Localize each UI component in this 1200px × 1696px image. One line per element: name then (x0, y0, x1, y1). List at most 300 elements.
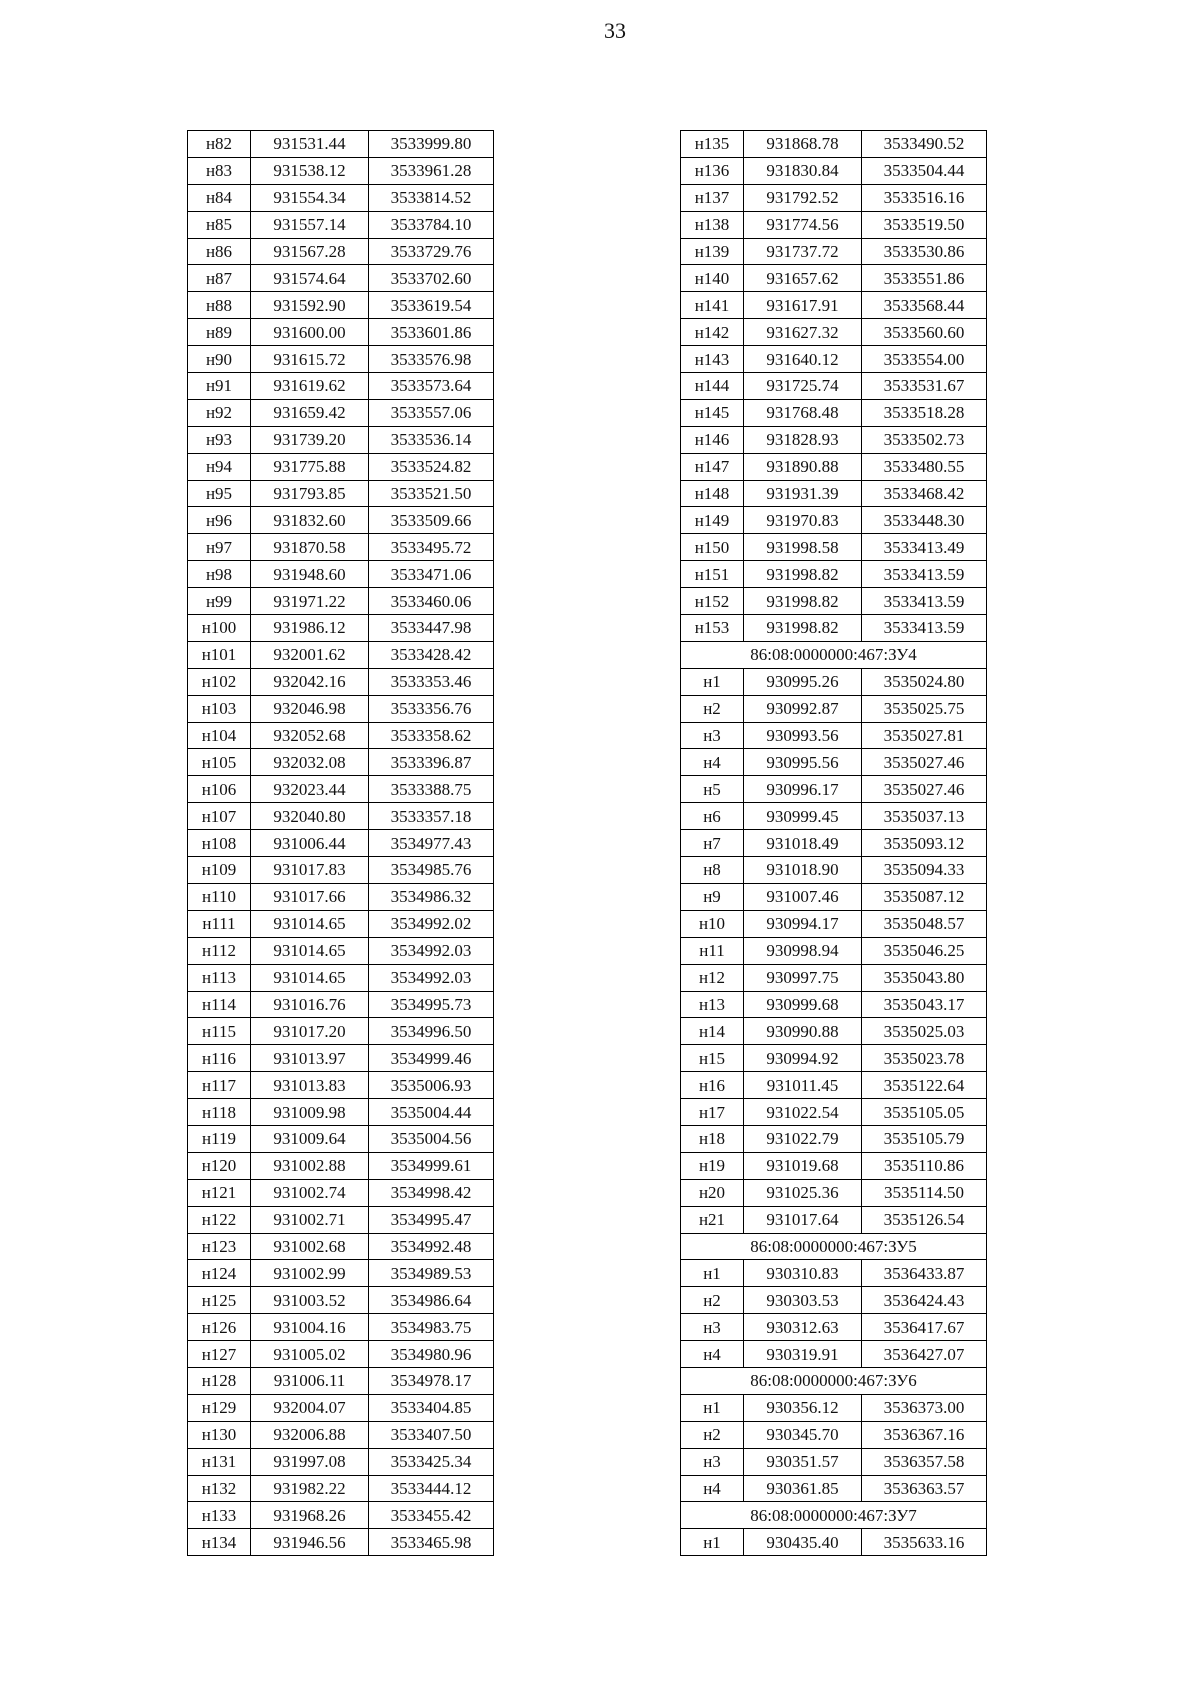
y-coordinate-cell: 3535027.81 (862, 722, 987, 749)
y-coordinate-cell: 3533447.98 (369, 615, 494, 642)
table-row (188, 292, 494, 319)
point-id-cell: н136 (681, 157, 744, 184)
x-coordinate-cell: 930993.56 (744, 722, 862, 749)
point-id-cell: н140 (681, 265, 744, 292)
point-id-cell: н108 (188, 830, 251, 857)
x-coordinate-cell: 931014.65 (251, 910, 369, 937)
table-row (188, 1179, 494, 1206)
x-coordinate-cell: 931017.83 (251, 857, 369, 884)
point-id-cell: н144 (681, 373, 744, 400)
y-coordinate-cell: 3534992.03 (369, 937, 494, 964)
table-row (188, 1341, 494, 1368)
point-id-cell: н145 (681, 399, 744, 426)
y-coordinate-cell: 3535027.46 (862, 776, 987, 803)
x-coordinate-cell: 930992.87 (744, 695, 862, 722)
y-coordinate-cell: 3535037.13 (862, 803, 987, 830)
x-coordinate-cell: 931792.52 (744, 184, 862, 211)
x-coordinate-cell: 931022.79 (744, 1125, 862, 1152)
x-coordinate-cell: 930990.88 (744, 1018, 862, 1045)
x-coordinate-cell: 931002.68 (251, 1233, 369, 1260)
x-coordinate-cell: 931017.66 (251, 883, 369, 910)
table-row (188, 1045, 494, 1072)
point-id-cell: н83 (188, 157, 251, 184)
y-coordinate-cell: 3533729.76 (369, 238, 494, 265)
point-id-cell: н117 (188, 1072, 251, 1099)
x-coordinate-cell: 932052.68 (251, 722, 369, 749)
point-id-cell: н142 (681, 319, 744, 346)
table-row (188, 131, 494, 158)
x-coordinate-cell: 931998.58 (744, 534, 862, 561)
table-row (681, 668, 987, 695)
x-coordinate-cell: 931014.65 (251, 964, 369, 991)
cadastral-number-cell: 86:08:0000000:467:ЗУ5 (681, 1233, 987, 1260)
point-id-cell: н16 (681, 1072, 744, 1099)
table-row (188, 857, 494, 884)
point-id-cell: н134 (188, 1529, 251, 1556)
y-coordinate-cell: 3533490.52 (862, 131, 987, 158)
point-id-cell: н88 (188, 292, 251, 319)
table-row (188, 1475, 494, 1502)
table-row (681, 534, 987, 561)
table-row (188, 1018, 494, 1045)
y-coordinate-cell: 3534989.53 (369, 1260, 494, 1287)
point-id-cell: н135 (681, 131, 744, 158)
y-coordinate-cell: 3534983.75 (369, 1314, 494, 1341)
point-id-cell: н128 (188, 1367, 251, 1394)
y-coordinate-cell: 3533465.98 (369, 1529, 494, 1556)
y-coordinate-cell: 3533504.44 (862, 157, 987, 184)
point-id-cell: н114 (188, 991, 251, 1018)
y-coordinate-cell: 3533356.76 (369, 695, 494, 722)
point-id-cell: н6 (681, 803, 744, 830)
table-row (681, 1152, 987, 1179)
x-coordinate-cell: 931014.65 (251, 937, 369, 964)
x-coordinate-cell: 931832.60 (251, 507, 369, 534)
x-coordinate-cell: 931948.60 (251, 561, 369, 588)
table-row (188, 507, 494, 534)
table-row (681, 211, 987, 238)
table-row (188, 157, 494, 184)
point-id-cell: н129 (188, 1394, 251, 1421)
x-coordinate-cell: 931016.76 (251, 991, 369, 1018)
point-id-cell: н150 (681, 534, 744, 561)
y-coordinate-cell: 3533480.55 (862, 453, 987, 480)
y-coordinate-cell: 3536427.07 (862, 1341, 987, 1368)
y-coordinate-cell: 3535006.93 (369, 1072, 494, 1099)
y-coordinate-cell: 3534998.42 (369, 1179, 494, 1206)
x-coordinate-cell: 931828.93 (744, 426, 862, 453)
table-row (681, 184, 987, 211)
y-coordinate-cell: 3536433.87 (862, 1260, 987, 1287)
y-coordinate-cell: 3534992.48 (369, 1233, 494, 1260)
x-coordinate-cell: 931931.39 (744, 480, 862, 507)
y-coordinate-cell: 3534980.96 (369, 1341, 494, 1368)
y-coordinate-cell: 3536357.58 (862, 1448, 987, 1475)
x-coordinate-cell: 931019.68 (744, 1152, 862, 1179)
x-coordinate-cell: 930999.68 (744, 991, 862, 1018)
y-coordinate-cell: 3533576.98 (369, 346, 494, 373)
table-row (188, 1367, 494, 1394)
table-row (188, 749, 494, 776)
table-row (681, 238, 987, 265)
y-coordinate-cell: 3535025.03 (862, 1018, 987, 1045)
table-row (188, 588, 494, 615)
y-coordinate-cell: 3534992.02 (369, 910, 494, 937)
x-coordinate-cell: 931018.49 (744, 830, 862, 857)
x-coordinate-cell: 931009.98 (251, 1099, 369, 1126)
y-coordinate-cell: 3533619.54 (369, 292, 494, 319)
point-id-cell: н124 (188, 1260, 251, 1287)
table-row (681, 830, 987, 857)
table-row (681, 1341, 987, 1368)
point-id-cell: н10 (681, 910, 744, 937)
y-coordinate-cell: 3533531.67 (862, 373, 987, 400)
table-row (681, 319, 987, 346)
x-coordinate-cell: 930995.56 (744, 749, 862, 776)
table-row (681, 1287, 987, 1314)
y-coordinate-cell: 3533573.64 (369, 373, 494, 400)
y-coordinate-cell: 3534978.17 (369, 1367, 494, 1394)
x-coordinate-cell: 931768.48 (744, 399, 862, 426)
x-coordinate-cell: 931793.85 (251, 480, 369, 507)
point-id-cell: н122 (188, 1206, 251, 1233)
point-id-cell: н8 (681, 857, 744, 884)
point-id-cell: н18 (681, 1125, 744, 1152)
point-id-cell: н151 (681, 561, 744, 588)
point-id-cell: н107 (188, 803, 251, 830)
x-coordinate-cell: 931998.82 (744, 615, 862, 642)
table-row (681, 1529, 987, 1556)
table-row (188, 1206, 494, 1233)
table-row (188, 830, 494, 857)
point-id-cell: н113 (188, 964, 251, 991)
table-row (188, 265, 494, 292)
y-coordinate-cell: 3533460.06 (369, 588, 494, 615)
x-coordinate-cell: 930994.92 (744, 1045, 862, 1072)
x-coordinate-cell: 931982.22 (251, 1475, 369, 1502)
table-row (188, 937, 494, 964)
y-coordinate-cell: 3533455.42 (369, 1502, 494, 1529)
table-row (188, 1233, 494, 1260)
x-coordinate-cell: 931017.20 (251, 1018, 369, 1045)
table-row (188, 1421, 494, 1448)
y-coordinate-cell: 3536363.57 (862, 1475, 987, 1502)
x-coordinate-cell: 931617.91 (744, 292, 862, 319)
point-id-cell: н84 (188, 184, 251, 211)
x-coordinate-cell: 931968.26 (251, 1502, 369, 1529)
point-id-cell: н4 (681, 1341, 744, 1368)
table-row (681, 561, 987, 588)
point-id-cell: н141 (681, 292, 744, 319)
x-coordinate-cell: 930995.26 (744, 668, 862, 695)
page-number: 33 (604, 18, 626, 43)
x-coordinate-cell: 931554.34 (251, 184, 369, 211)
x-coordinate-cell: 932040.80 (251, 803, 369, 830)
y-coordinate-cell: 3533471.06 (369, 561, 494, 588)
point-id-cell: н137 (681, 184, 744, 211)
table-row (188, 883, 494, 910)
y-coordinate-cell: 3536373.00 (862, 1394, 987, 1421)
point-id-cell: н133 (188, 1502, 251, 1529)
table-row (188, 1072, 494, 1099)
x-coordinate-cell: 931774.56 (744, 211, 862, 238)
point-id-cell: н147 (681, 453, 744, 480)
y-coordinate-cell: 3535105.05 (862, 1099, 987, 1126)
table-row (188, 480, 494, 507)
y-coordinate-cell: 3534999.61 (369, 1152, 494, 1179)
x-coordinate-cell: 931627.32 (744, 319, 862, 346)
y-coordinate-cell: 3535023.78 (862, 1045, 987, 1072)
y-coordinate-cell: 3533357.18 (369, 803, 494, 830)
point-id-cell: н14 (681, 1018, 744, 1045)
table-row (188, 910, 494, 937)
table-row (188, 561, 494, 588)
point-id-cell: н104 (188, 722, 251, 749)
x-coordinate-cell: 931946.56 (251, 1529, 369, 1556)
point-id-cell: н4 (681, 749, 744, 776)
x-coordinate-cell: 931986.12 (251, 615, 369, 642)
point-id-cell: н5 (681, 776, 744, 803)
point-id-cell: н7 (681, 830, 744, 857)
y-coordinate-cell: 3533601.86 (369, 319, 494, 346)
x-coordinate-cell: 931011.45 (744, 1072, 862, 1099)
point-id-cell: н139 (681, 238, 744, 265)
x-coordinate-cell: 932042.16 (251, 668, 369, 695)
x-coordinate-cell: 931013.97 (251, 1045, 369, 1072)
table-row (681, 453, 987, 480)
y-coordinate-cell: 3533495.72 (369, 534, 494, 561)
x-coordinate-cell: 931657.62 (744, 265, 862, 292)
table-row (188, 803, 494, 830)
x-coordinate-cell: 930994.17 (744, 910, 862, 937)
point-id-cell: н92 (188, 399, 251, 426)
point-id-cell: н138 (681, 211, 744, 238)
table-row (681, 776, 987, 803)
table-row (188, 1529, 494, 1556)
point-id-cell: н11 (681, 937, 744, 964)
x-coordinate-cell: 931971.22 (251, 588, 369, 615)
section-header-row (681, 641, 987, 668)
x-coordinate-cell: 931018.90 (744, 857, 862, 884)
point-id-cell: н149 (681, 507, 744, 534)
x-coordinate-cell: 931868.78 (744, 131, 862, 158)
table-row (188, 1502, 494, 1529)
x-coordinate-cell: 931998.82 (744, 561, 862, 588)
table-row (188, 964, 494, 991)
y-coordinate-cell: 3535114.50 (862, 1179, 987, 1206)
table-row (681, 857, 987, 884)
table-row (188, 346, 494, 373)
point-id-cell: н146 (681, 426, 744, 453)
table-row (681, 1475, 987, 1502)
table-row (681, 131, 987, 158)
table-row (681, 399, 987, 426)
y-coordinate-cell: 3534992.03 (369, 964, 494, 991)
table-row (681, 1314, 987, 1341)
point-id-cell: н148 (681, 480, 744, 507)
point-id-cell: н3 (681, 1448, 744, 1475)
table-row (681, 749, 987, 776)
table-row (188, 373, 494, 400)
cadastral-number-cell: 86:08:0000000:467:ЗУ7 (681, 1502, 987, 1529)
y-coordinate-cell: 3535110.86 (862, 1152, 987, 1179)
table-row (188, 319, 494, 346)
table-row (681, 1045, 987, 1072)
point-id-cell: н100 (188, 615, 251, 642)
point-id-cell: н98 (188, 561, 251, 588)
y-coordinate-cell: 3535093.12 (862, 830, 987, 857)
cadastral-number-cell: 86:08:0000000:467:ЗУ4 (681, 641, 987, 668)
point-id-cell: н15 (681, 1045, 744, 1072)
table-row (681, 937, 987, 964)
x-coordinate-cell: 930996.17 (744, 776, 862, 803)
table-row (681, 265, 987, 292)
y-coordinate-cell: 3535087.12 (862, 883, 987, 910)
table-row (188, 615, 494, 642)
y-coordinate-cell: 3535004.44 (369, 1099, 494, 1126)
y-coordinate-cell: 3533404.85 (369, 1394, 494, 1421)
point-id-cell: н19 (681, 1152, 744, 1179)
x-coordinate-cell: 931737.72 (744, 238, 862, 265)
x-coordinate-cell: 931592.90 (251, 292, 369, 319)
point-id-cell: н123 (188, 1233, 251, 1260)
x-coordinate-cell: 931003.52 (251, 1287, 369, 1314)
x-coordinate-cell: 931870.58 (251, 534, 369, 561)
table-row (188, 722, 494, 749)
table-row (681, 346, 987, 373)
y-coordinate-cell: 3533413.49 (862, 534, 987, 561)
table-row (681, 722, 987, 749)
table-row (681, 373, 987, 400)
y-coordinate-cell: 3534999.46 (369, 1045, 494, 1072)
y-coordinate-cell: 3533554.00 (862, 346, 987, 373)
x-coordinate-cell: 931970.83 (744, 507, 862, 534)
table-row (188, 641, 494, 668)
y-coordinate-cell: 3536367.16 (862, 1421, 987, 1448)
point-id-cell: н4 (681, 1475, 744, 1502)
y-coordinate-cell: 3533353.46 (369, 668, 494, 695)
table-row (188, 1260, 494, 1287)
table-row (681, 480, 987, 507)
y-coordinate-cell: 3535094.33 (862, 857, 987, 884)
point-id-cell: н119 (188, 1125, 251, 1152)
table-row (188, 1287, 494, 1314)
point-id-cell: н99 (188, 588, 251, 615)
table-row (188, 453, 494, 480)
point-id-cell: н126 (188, 1314, 251, 1341)
x-coordinate-cell: 931615.72 (251, 346, 369, 373)
x-coordinate-cell: 931830.84 (744, 157, 862, 184)
table-row (681, 803, 987, 830)
x-coordinate-cell: 931775.88 (251, 453, 369, 480)
y-coordinate-cell: 3534996.50 (369, 1018, 494, 1045)
x-coordinate-cell: 931557.14 (251, 211, 369, 238)
x-coordinate-cell: 931004.16 (251, 1314, 369, 1341)
x-coordinate-cell: 931997.08 (251, 1448, 369, 1475)
table-row (188, 1125, 494, 1152)
y-coordinate-cell: 3533509.66 (369, 507, 494, 534)
y-coordinate-cell: 3533388.75 (369, 776, 494, 803)
y-coordinate-cell: 3533413.59 (862, 615, 987, 642)
y-coordinate-cell: 3535046.25 (862, 937, 987, 964)
y-coordinate-cell: 3533961.28 (369, 157, 494, 184)
x-coordinate-cell: 930999.45 (744, 803, 862, 830)
y-coordinate-cell: 3535043.17 (862, 991, 987, 1018)
y-coordinate-cell: 3535633.16 (862, 1529, 987, 1556)
x-coordinate-cell: 932046.98 (251, 695, 369, 722)
y-coordinate-cell: 3533560.60 (862, 319, 987, 346)
table-row (188, 668, 494, 695)
table-row (681, 1072, 987, 1099)
x-coordinate-cell: 931009.64 (251, 1125, 369, 1152)
y-coordinate-cell: 3533702.60 (369, 265, 494, 292)
x-coordinate-cell: 930361.85 (744, 1475, 862, 1502)
point-id-cell: н153 (681, 615, 744, 642)
point-id-cell: н1 (681, 1394, 744, 1421)
point-id-cell: н152 (681, 588, 744, 615)
point-id-cell: н143 (681, 346, 744, 373)
table-row (681, 1125, 987, 1152)
y-coordinate-cell: 3535122.64 (862, 1072, 987, 1099)
x-coordinate-cell: 931022.54 (744, 1099, 862, 1126)
y-coordinate-cell: 3533551.86 (862, 265, 987, 292)
table-row (681, 1099, 987, 1126)
section-header-row (681, 1367, 987, 1394)
point-id-cell: н2 (681, 695, 744, 722)
point-id-cell: н85 (188, 211, 251, 238)
table-row (188, 238, 494, 265)
x-coordinate-cell: 930312.63 (744, 1314, 862, 1341)
x-coordinate-cell: 931574.64 (251, 265, 369, 292)
point-id-cell: н125 (188, 1287, 251, 1314)
table-row (681, 1421, 987, 1448)
x-coordinate-cell: 932006.88 (251, 1421, 369, 1448)
y-coordinate-cell: 3535043.80 (862, 964, 987, 991)
point-id-cell: н21 (681, 1206, 744, 1233)
x-coordinate-cell: 931005.02 (251, 1341, 369, 1368)
point-id-cell: н103 (188, 695, 251, 722)
x-coordinate-cell: 931659.42 (251, 399, 369, 426)
y-coordinate-cell: 3534977.43 (369, 830, 494, 857)
x-coordinate-cell: 931006.44 (251, 830, 369, 857)
table-row (681, 964, 987, 991)
y-coordinate-cell: 3533557.06 (369, 399, 494, 426)
point-id-cell: н82 (188, 131, 251, 158)
table-row (188, 1099, 494, 1126)
y-coordinate-cell: 3533814.52 (369, 184, 494, 211)
y-coordinate-cell: 3533784.10 (369, 211, 494, 238)
point-id-cell: н86 (188, 238, 251, 265)
point-id-cell: н17 (681, 1099, 744, 1126)
x-coordinate-cell: 930345.70 (744, 1421, 862, 1448)
y-coordinate-cell: 3535024.80 (862, 668, 987, 695)
point-id-cell: н131 (188, 1448, 251, 1475)
y-coordinate-cell: 3534985.76 (369, 857, 494, 884)
x-coordinate-cell: 931538.12 (251, 157, 369, 184)
point-id-cell: н106 (188, 776, 251, 803)
table-row (681, 292, 987, 319)
x-coordinate-cell: 932001.62 (251, 641, 369, 668)
y-coordinate-cell: 3533518.28 (862, 399, 987, 426)
coordinates-table-right (680, 130, 987, 1556)
section-header-row (681, 1502, 987, 1529)
y-coordinate-cell: 3535126.54 (862, 1206, 987, 1233)
point-id-cell: н95 (188, 480, 251, 507)
point-id-cell: н97 (188, 534, 251, 561)
point-id-cell: н1 (681, 1260, 744, 1287)
x-coordinate-cell: 931002.71 (251, 1206, 369, 1233)
point-id-cell: н13 (681, 991, 744, 1018)
